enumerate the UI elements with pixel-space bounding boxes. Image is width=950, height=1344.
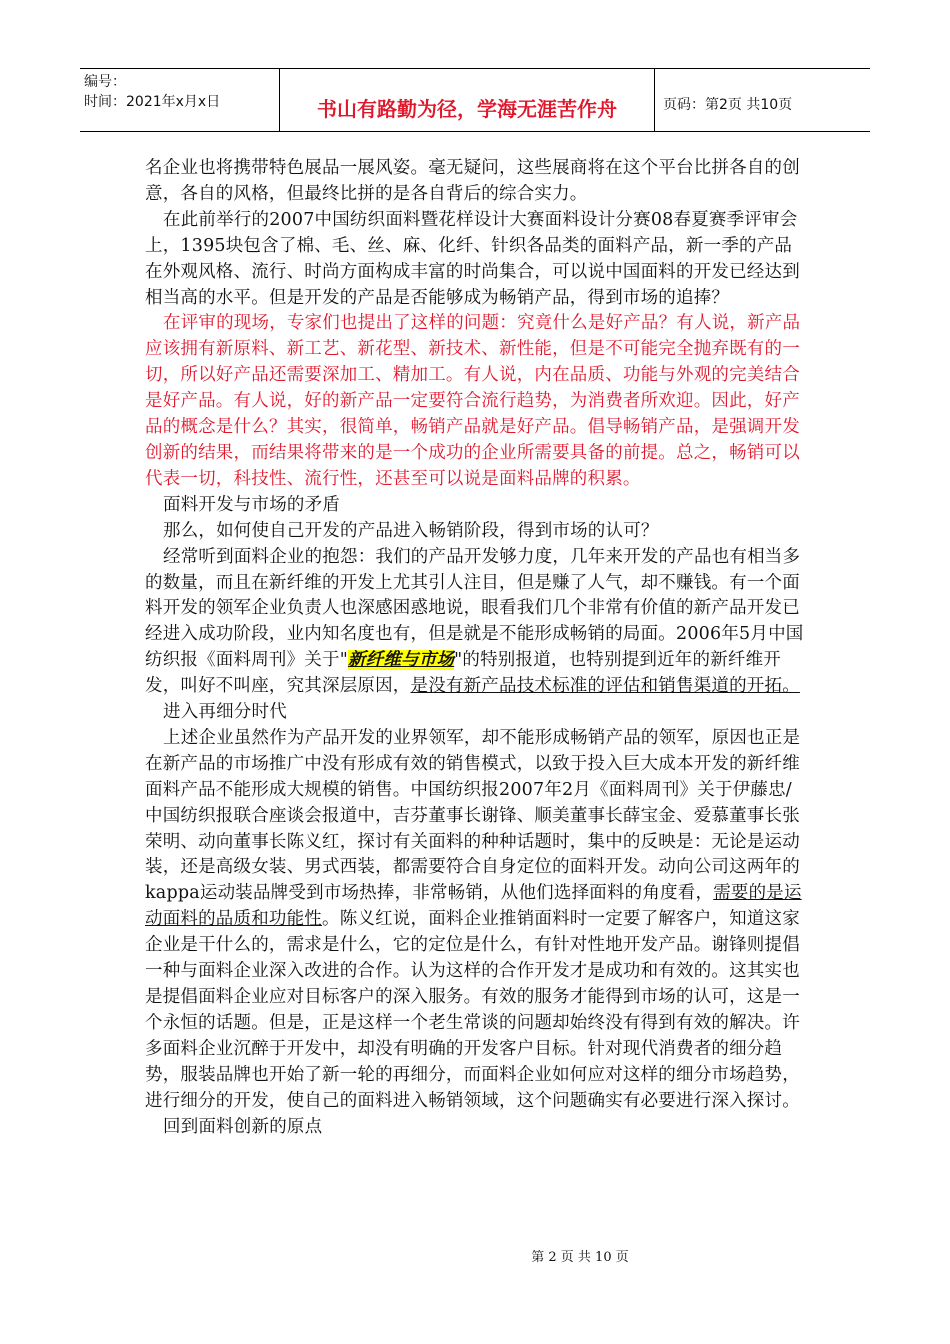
highlighted-title: 新纤维与市场 [347, 650, 455, 671]
page-footer: 第 2 页 共 10 页 [531, 1250, 629, 1265]
paragraph: 经常听到面料企业的抱怨：我们的产品开发够力度，几年来开发的产品也有相当多的数量，而且在新纤维的开发上尤其引人注目，但是赚了人气，却不赚钱。有一个面料开发的领军企业负责人也深感困惑地说，眼看我们几个非常有价值的新产品开发已经进入成功阶段，业内知名度也有，但是就是不能形成畅销的局面。2006年5月中国纺织报《面料周刊》关于"新纤维与市场"的特别报道，也特别提到近年的新纤维开发，叫好不叫座，究其深层原因，是没有新产品技术标准的评估和销售渠道的开拓。 [145, 546, 804, 697]
document-number-label: 编号： [84, 74, 126, 90]
section-heading: 进入再细分时代 [163, 702, 287, 723]
paragraph: 在此前举行的2007中国纺织面料暨花样设计大赛面料设计分赛08春夏赛季评审会上，1395块包含了棉、毛、丝、麻、化纤、针织各品类的面料产品，新一季的产品在外观风格、流行、时尚方面构成丰富的时尚集合，可以说中国面料的开发已经达到相当高的水平。但是开发的产品是否能够成为畅销产品，得到市场的追捧？ [145, 209, 800, 308]
paragraph: 名企业也将携带特色展品一展风姿。毫无疑问，这些展商将在这个平台比拼各自的创意，各自的风格，但最终比拼的是各自背后的综合实力。 [145, 158, 800, 204]
text-run: 经常听到面料企业的抱怨：我们的产品开发够力度，几年来开发的产品也有相当多的数量，而且在新纤维的开发上尤其引人注目，但是赚了人气，却不赚钱。有一个面料开发的领军企业负责人也深感困惑地说，眼看我们几个非常有价值的新产品开发已经进入成功阶段，业内知名度也有，但是就是不能形成畅销的局面。2006年5月中国纺织报《面料周刊》关于 [145, 546, 804, 671]
header-motto: 书山有路勤为径，学海无涯苦作舟 [280, 69, 655, 131]
text-run: 的特别报道，也特别提到近年的新纤维开发，叫好不叫座，究其深层原因， [145, 650, 782, 697]
underlined-text: 需要的是运动面料的品质和功能性 [145, 883, 802, 930]
document-body [145, 156, 805, 1140]
text-run: 。陈义红说，面料企业推销面料时一定要了解客户，知道这家企业是干什么的，需求是什么，它的定位是什么，有针对性地开发产品。谢锋则提倡一种与面料企业深入改进的合作。认为这样的合作开发才是成功和有效的。这其实也是提倡面料企业应对目标客户的深入服务。有效的服务才能得到市场的认可，这是一个永恒的话题。但是，正是这样一个老生常谈的问题却始终没有得到有效的解决。许多面料企业沉醉于开发中，却没有明确的开发客户目标。针对现代消费者的细分趋势，服装品牌也开始了新一轮的再细分，而面料企业如何应对这样的细分市场趋势，进行细分的开发，使自己的面料进入畅销领域，这个问题确实有必要进行深入探讨。 [145, 909, 800, 1111]
section-heading: 回到面料创新的原点 [163, 1116, 323, 1137]
section-heading: 面料开发与市场的矛盾 [163, 494, 340, 515]
text-run: 上述企业虽然作为产品开发的业界领军，却不能形成畅销产品的领军，原因也正是在新产品的市场推广中没有形成有效的销售模式，以致于投入巨大成本开发的新纤维面料产品不能形成大规模的销售。中国纺织报2007年2月《面料周刊》关于伊藤忠/中国纺织报联合座谈会报道中，吉芬董事长谢锋、顺美董事长薛宝金、爱慕董事长张荣明、动向董事长陈义红，探讨有关面料的种种话题时，集中的反映是：无论是运动装，还是高级女装、男式西装，都需要符合自身定位的面料开发。动向公司这两年的kappa运动装品牌受到市场热捧，非常畅销，从他们选择面料的角度看， [145, 727, 801, 904]
header-page-info: 页码：第2页 共10页 [663, 97, 793, 113]
paragraph-highlighted-red: 在评审的现场，专家们也提出了这样的问题：究竟什么是好产品？有人说，新产品应该拥有新原料、新工艺、新花型、新技术、新性能，但是不可能完全抛弃既有的一切，所以好产品还需要深加工、精加工。有人说，内在品质、功能与外观的完美结合是好产品。有人说，好的新产品一定要符合流行趋势，为消费者所欢迎。因此，好产品的概念是什么？其实，很简单，畅销产品就是好产品。倡导畅销产品，是强调开发创新的结果，而结果将带来的是一个成功的企业所需要具备的前提。总之，畅销可以代表一切，科技性、流行性，还甚至可以说是面料品牌的积累。 [145, 313, 801, 489]
page-header [80, 68, 870, 132]
paragraph [145, 726, 805, 1115]
header-meta [80, 69, 280, 131]
document-date: 时间：2021年x月x日 [84, 94, 221, 110]
paragraph: 那么，如何使自己开发的产品进入畅销阶段，得到市场的认可？ [163, 520, 659, 541]
underlined-text: 是没有新产品技术标准的评估和销售渠道的开拓。 [410, 676, 800, 697]
